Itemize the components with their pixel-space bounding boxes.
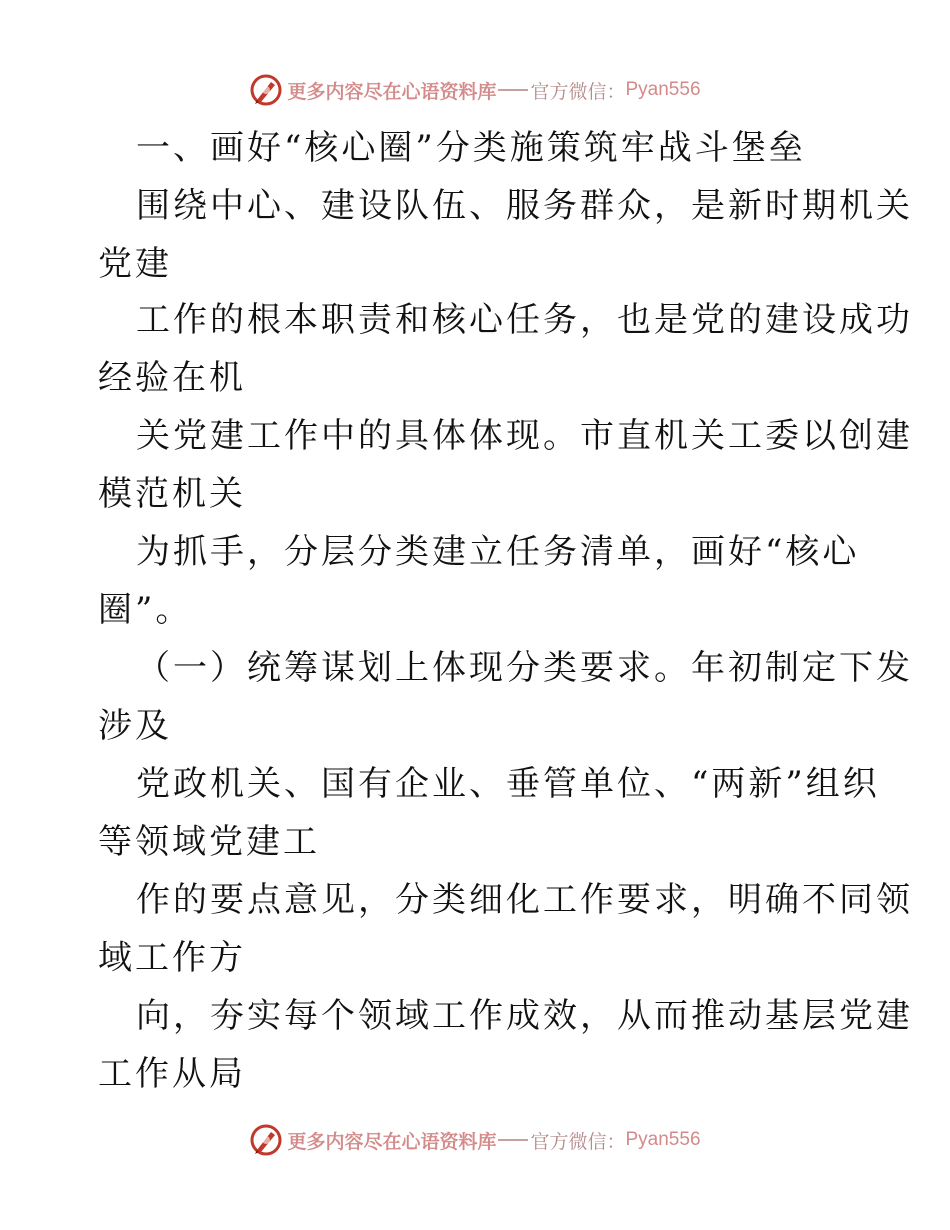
text-line: （一）统筹谋划上体现分类要求。年初制定下发 [136, 648, 913, 688]
watermark-dash [498, 1139, 528, 1141]
watermark-wechat-id: Pyan556 [625, 1129, 701, 1150]
text-line: 经验在机 [98, 358, 246, 398]
watermark-main-text: 更多内容尽在心语资料库 [287, 1130, 497, 1153]
text-line: 向，夯实每个领域工作成效，从而推动基层党建 [136, 996, 913, 1036]
watermark-wechat-id: Pyan556 [625, 79, 701, 100]
text-line: 党政机关、国有企业、垂管单位、“两新”组织 [136, 764, 880, 804]
text-line: 党建 [98, 244, 172, 284]
text-line: 为抓手，分层分类建立任务清单，画好“核心 [136, 532, 860, 572]
watermark-main-text: 更多内容尽在心语资料库 [287, 80, 497, 103]
text-line: 围绕中心、建设队伍、服务群众，是新时期机关 [136, 186, 913, 226]
text-line: 工作从局 [98, 1054, 246, 1094]
pen-logo-icon [249, 1123, 283, 1157]
watermark-footer [0, 1118, 950, 1162]
text-line: 涉及 [98, 706, 172, 746]
text-line: 等领域党建工 [98, 822, 320, 862]
text-line: 关党建工作中的具体体现。市直机关工委以创建 [136, 416, 913, 456]
text-line: 圈”。 [98, 590, 193, 630]
text-line: 模范机关 [98, 474, 246, 514]
watermark-wechat-label: 官方微信： [530, 1130, 626, 1153]
text-line: 工作的根本职责和核心任务，也是党的建设成功 [136, 300, 913, 340]
text-line: 域工作方 [98, 938, 246, 978]
watermark-wechat-label: 官方微信： [530, 80, 626, 103]
text-line: 作的要点意见，分类细化工作要求，明确不同领 [136, 880, 913, 920]
heading-line: 一、画好“核心圈”分类施策筑牢战斗堡垒 [136, 128, 806, 168]
